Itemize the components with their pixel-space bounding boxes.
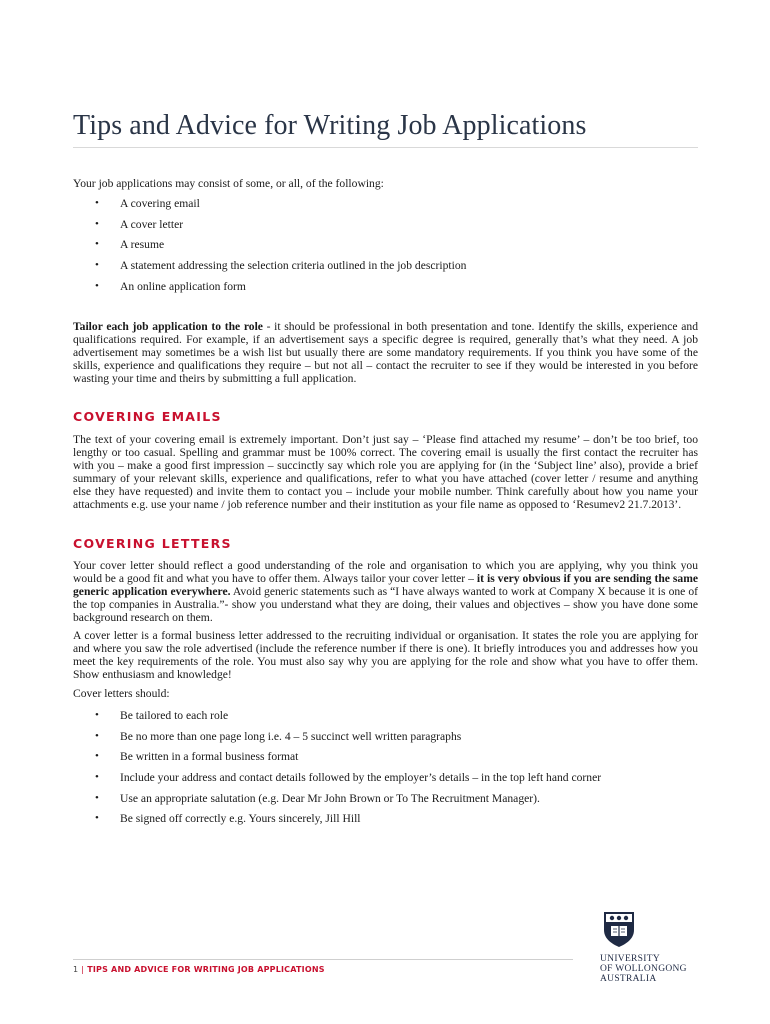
university-logo bbox=[600, 910, 710, 984]
list-item: • Include your address and contact details followed by the employer’s details – in the top left hand corner bbox=[95, 771, 602, 785]
bullet-icon: • bbox=[95, 791, 99, 804]
university-name: UNIVERSITY OF WOLLONGONG AUSTRALIA bbox=[600, 954, 687, 984]
page-title: Tips and Advice for Writing Job Applications bbox=[73, 110, 587, 141]
list-item: • A statement addressing the selection criteria outlined in the job description bbox=[95, 259, 467, 273]
covering-emails-paragraph: The text of your covering email is extremely important. Don’t just say – ‘Please find attached my resume’ – don’t be too brief, too lengthy or too casual. Spelling and grammar must be 100% correct. The covering email is usually the first contact the recruiter has with you – make a good first impression – succinctly say which role you are applying for (in the ‘Subject line’ also), provide a brief summary of your relevant skills, experience and qualifications, refer to what you have attached (cover letter / resume and anything else they have requested) and invite them to contact you – include your mobile number. Think carefully about how you name your attachments e.g. use your name / job reference number and their institution as your file name as opposed to ‘Resumev2 21.7.2013’. bbox=[73, 433, 698, 511]
bullet-icon: • bbox=[95, 259, 99, 272]
tailor-bold-lead: Tailor each job application to the role bbox=[73, 320, 263, 333]
list-item: • Be tailored to each role bbox=[95, 709, 229, 722]
cover-letters-should-block bbox=[73, 687, 698, 700]
list-item: • A cover letter bbox=[95, 217, 184, 231]
heading-covering-letters: COVERING LETTERS bbox=[73, 536, 232, 551]
footer-title: TIPS AND ADVICE FOR WRITING JOB APPLICATIONS bbox=[87, 965, 325, 974]
list-item: • A covering email bbox=[95, 197, 200, 210]
bullet-icon: • bbox=[95, 709, 99, 721]
list-item: • Be written in a formal business format bbox=[95, 750, 299, 764]
footer-divider bbox=[73, 959, 573, 960]
covering-letters-p2-block bbox=[73, 629, 698, 681]
intro-list bbox=[73, 197, 698, 300]
bullet-icon: • bbox=[95, 217, 99, 230]
covering-letters-paragraph-1: Your cover letter should reflect a good understanding of the role and organisation to which you are applying, why you think you would be a good fit and what you have to offer them. Always tailor your cover letter – it is very obvious if you are sending the same generic application everywhere. Avoid generic statements such as “I have always wanted to work at Company X because it is one of the top companies in Australia.”- show you understand what they are doing, their values and objectives – show you have done some background research on them. bbox=[73, 559, 698, 624]
bullet-icon: • bbox=[95, 771, 99, 784]
covering-letters-paragraph-2: A cover letter is a formal business letter addressed to the recruiting individual or organisation. It states the role you are applying for and where you saw the role advertised (include the reference number if there is one). It briefly introduces you and addresses how you meet the key requirements of the role. You must also say why you are applying for the role and show what you have to offer them. Show enthusiasm and knowledge! bbox=[73, 629, 698, 681]
bullet-icon: • bbox=[95, 729, 99, 742]
page-number: 1 bbox=[73, 965, 79, 974]
list-item: • Be signed off correctly e.g. Yours sincerely, Jill Hill bbox=[95, 812, 361, 826]
cover-letters-list-intro: Cover letters should: bbox=[73, 687, 170, 700]
intro-section bbox=[73, 177, 698, 190]
list-item: • Be no more than one page long i.e. 4 – 5 succinct well written paragraphs bbox=[95, 729, 462, 743]
cover-letters-list-block bbox=[73, 709, 698, 833]
title-divider bbox=[73, 147, 698, 148]
heading-covering-emails: COVERING EMAILS bbox=[73, 409, 222, 424]
bullet-icon: • bbox=[95, 750, 99, 763]
tailor-paragraph: Tailor each job application to the role - it should be professional in both presentation and tone. Identify the skills, experience and qualifications required. For example, if an advertisement says a specific degree is required, generally that’s what they need. A job advertisement may sometimes be a wish list but usually there are some mandatory requirements. If you think you have some of the skills, experience and qualifications they require – but not all – contact the recruiter to see if they would be interested in you before wasting your time and theirs by submitting a full application. bbox=[73, 320, 698, 385]
university-crest-icon bbox=[602, 910, 636, 948]
bullet-icon: • bbox=[95, 279, 99, 292]
footer bbox=[73, 965, 325, 974]
bullet-icon: • bbox=[95, 238, 99, 251]
bullet-icon: • bbox=[95, 197, 99, 209]
intro-list-block bbox=[73, 197, 698, 300]
covering-letters-p1-block bbox=[73, 559, 698, 624]
covering-emails-section bbox=[73, 433, 698, 511]
intro-text: Your job applications may consist of some, or all, of the following: bbox=[73, 177, 384, 190]
footer-separator: | bbox=[81, 965, 85, 974]
tailor-section bbox=[73, 320, 698, 385]
bullet-icon: • bbox=[95, 812, 99, 825]
cover-letters-list bbox=[73, 709, 698, 833]
list-item: • A resume bbox=[95, 238, 165, 252]
list-item: • Use an appropriate salutation (e.g. Dear Mr John Brown or To The Recruitment Manager). bbox=[95, 791, 540, 805]
list-item: • An online application form bbox=[95, 279, 246, 293]
